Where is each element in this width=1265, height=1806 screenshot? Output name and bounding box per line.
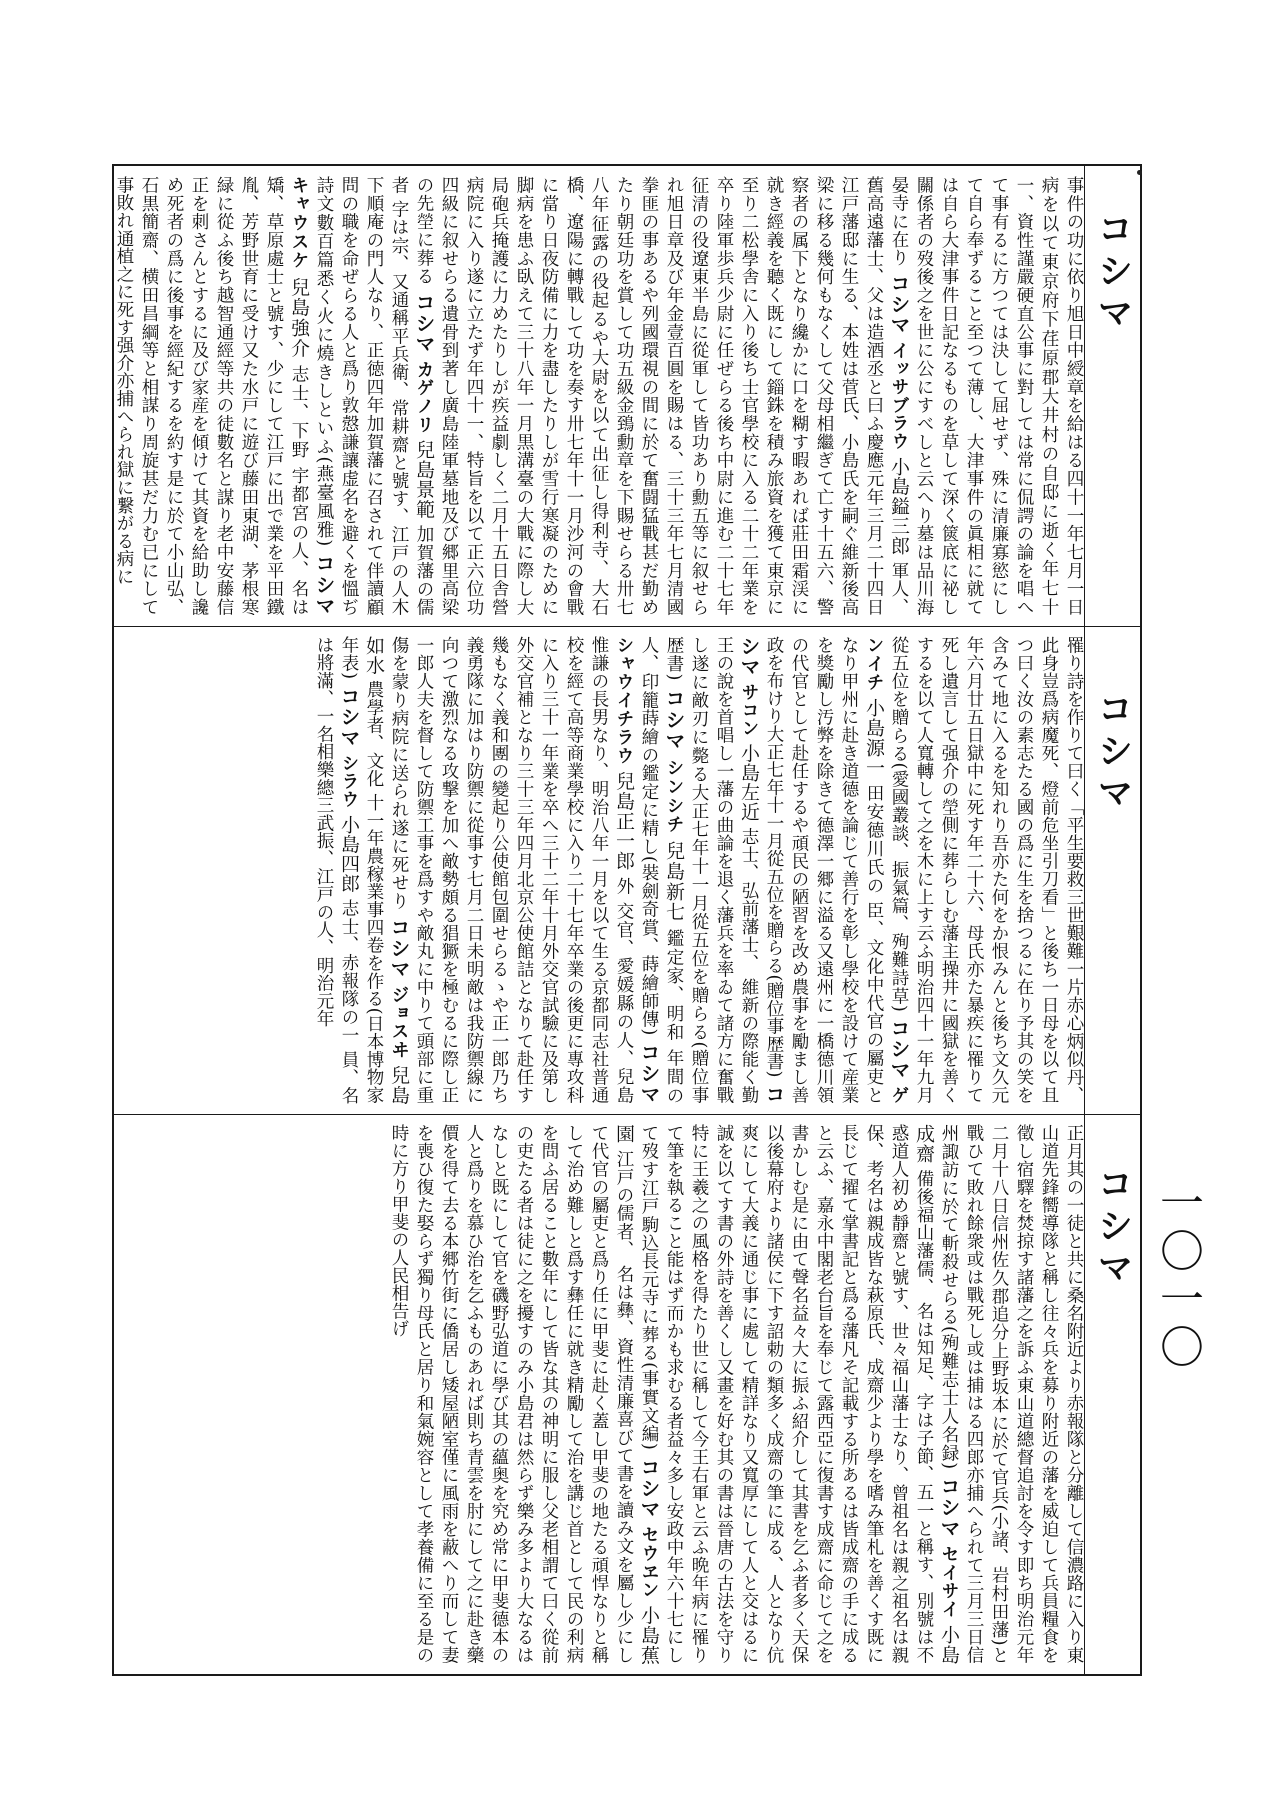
- entry-body: 臣、文化中代官の屬吏となり甲州に赴き道德を論じて善行を彰し學校を設けて産業を獎勵し汚弊を除きて德澤一郷に溢る又遠州に一橋德川領の代官として赴任するや頑民の陋習を改め農事を勵まし善政を布けり大正七年十一月從五位を贈らる(贈位事歴書): [764, 636, 884, 1104]
- entry-keyword: コシマ: [312, 553, 336, 616]
- entry-shiro: [314, 636, 359, 1104]
- entry-name: 小島蕉園: [613, 1124, 660, 1664]
- entry-reading: イッサブラウ: [889, 341, 909, 451]
- entry-keyword: コシマ: [387, 916, 411, 980]
- print-mark: [1137, 170, 1142, 175]
- entry-shoichiro: [389, 636, 659, 1104]
- entry-role: 備後福山藩儒、: [914, 1169, 934, 1297]
- entry-keyword: コシマ: [637, 1456, 661, 1519]
- entry-body: 字は宗、又通稱平兵衛、常耕齋と號す、江戸の人木下順庵の門人なり、正徳四年加賀藩に召されて伴讀顧問の職を命ぜらる人と爲り敦慤謙讓虚名を避くを慍ぢ詩文數百篇悉く火に燒きしといふ(燕臺風雅): [314, 176, 409, 616]
- entry-reading: シンシチ: [664, 758, 684, 834]
- entry-body: 宇都宮の人、名は矯、草原處士と號す、少にして江戸に出で業を平田鐵胤、芳野世育に受け又た水戸に遊び藤田東湖、茅根寒緑に從ふ後ち越智通經等共の徒數名と謀り老中安藤信正を刺さんとするに及び家産を傾けて其資を給助し讒め死者の爲に後事を經紀するを約す是に於て小山弘、石黒簡齋、横田昌綱等と相謀り周旋甚だ力む已にして事敗れ通植之に死す强介亦捕へられ獄に繋がる病に: [114, 176, 309, 617]
- entry-keyword: コシマ: [412, 291, 436, 355]
- entry-reading: ゲンイチ: [864, 636, 909, 1104]
- entry-role: 農學者、文化: [364, 680, 384, 788]
- entry-name: 小島鎰三郎: [888, 457, 910, 556]
- band3-lead: 正月其の一徒と共に桑名附近より赤報隊と分離して信濃路に入り東山道先鋒嚮導隊と稱し往々兵を募り附近の藩を威迫して兵員糧食を徵し宿驛を焚掠す諸藩之を訴ふ東山道總督追討を令す即ち明治元年二月十八日信州佐久郡追分上野坂本に於て官兵(小諸、岩村田藩)と戰ひて敗れ餘衆或は戰死し或は捕はる四郎亦捕へられて三月三日信州諏訪に於て斬殺せらる(殉難志士人名録): [939, 1124, 1084, 1664]
- entry-role: 外: [614, 877, 634, 896]
- entry-role: 鑑定家、明和: [664, 928, 684, 1042]
- entry-role: 志士、弘前藩士、: [739, 827, 759, 972]
- entry-body: 維新の際能く勤王の說を首唱し一藩の曲論を退く藩兵を率ゐて諸方に奮戰し遂に敵刃に斃る大正七年十一月從五位を贈らる(贈位事歴書): [664, 636, 759, 1105]
- entry-keyword: コシマ: [887, 1018, 911, 1081]
- band2-lead: 罹り詩を作りて曰く「平生要救三世艱難一片赤心炳似丹、此身豈爲病魔死、燈前危坐引刀看」と後ち一日母を以て且つ曰く汝の素志たる國の爲に生を捨つるに在り予其の笑を含みて地に入るを知れり吾亦た何をか恨みんと後ち文久元年六月廿五日獄中に死す年二十六、母氏亦た暴疾に罹りて死し遺言して强介の塋側に葬らしむ藩主操井に國獄を善くするを以て人寬轉して之を木に上す云ふ明治四十一年九月從五位を贈らる(愛國叢談、振氣篇、殉難詩草): [889, 636, 1084, 1104]
- entry-reading: カゲノリ: [414, 360, 434, 434]
- entry-role: 田安德川氏の: [864, 784, 884, 896]
- band-header-3: コシマ: [1092, 1165, 1133, 1291]
- entry-reading: セウヱン: [639, 1525, 659, 1599]
- band-header-2: コシマ: [1092, 690, 1133, 816]
- entry-role: 江戸の儒者、: [614, 1149, 634, 1259]
- band-divider-1: [114, 626, 1140, 627]
- entry-name: 兒島新七: [663, 840, 685, 922]
- text-band-3: [126, 1124, 1086, 1664]
- entry-role: 志士、下野: [289, 365, 309, 460]
- page-number: 一〇一〇: [1152, 1180, 1203, 1372]
- entry-keyword: コシマ: [937, 1475, 961, 1539]
- entry-reading: ジョスヰ: [389, 985, 409, 1059]
- entry-name: 兒島景範: [413, 439, 435, 519]
- entry-keyword: コシマ: [337, 685, 361, 748]
- entry-reading: キャウスケ: [289, 176, 309, 271]
- entry-body: 舊高遠藩士、父は造酒丞と曰ふ慶應元年三月二十四日江戸藩邸に生る、本姓は菅氏、小島氏を嗣ぐ維新後高梁に移る幾何もなくして父母相繼ぎて亡す十五六、警察者の属下となり纔かに口を糊す暇あれば莊田霜渓に就き經義を聽く既にして錙銖を積み旅資を獲て東京に至り二松學舎に入り後ち士官學校に入る二十二年業を卒り陸軍歩兵少尉に任ぜらる後ち中尉に進む二十七年征清の役遼東半島に從軍して皆功あり勳五等に叙せられ旭日章及び年金壹百圓を賜はる、三十三年七月清國拳匪の事あるや列國環視の間に於て奮闘猛戰甚だ勤めたり朝廷功を賞して功五級金鵄勳章を下賜せらる卅七八年征露の役起るや大尉を以て出征し得利寺、大石橋、遼陽に轉戰して功を奏す卅七年十一月沙河の會戰に當り日夜防備に力を盡したりしが雪行寒凝のために脚病を患ふ臥えて三十八年一月黒溝臺の大戰に際し大局砲兵掩護に力めたりしが疾益劇しく二月十五日舎營病院に入り遂に立たず年四十一、特旨を以て正六位功四級に叙せらる遺骨到著し廣島陸軍墓地及び郷里高梁の先塋に葬る: [414, 176, 884, 616]
- entry-reading: シャウイチラウ: [614, 636, 634, 765]
- entry-name: 兒島如水: [363, 636, 410, 1105]
- entry-name: 小島四郎: [338, 814, 360, 893]
- entry-shoen: [389, 1124, 659, 1664]
- band1-lead: 事件の功に依り旭日中綬章を給はる四十一年七月一日病を以て東京府下荏原郡大井村の自邸に逝く年七十一、資性謹嚴硬直公事に對しては常に侃諤の論を唱へて事有るに方つては決して屈せず、殊に清廉寡慾にして自ら奉ずること至つて薄し、大津事件の眞相に就ては自ら大津事件日記なるものを草して深く篋底に祕し關係者の歿後之を世に公にすべしと云へり墓は品川海晏寺に在り: [889, 176, 1084, 616]
- entry-keyword: コシマ: [662, 687, 686, 752]
- entry-keyword: コシマ: [887, 273, 911, 336]
- entry-name: 兒島強介: [288, 277, 310, 359]
- entry-name: 小島左近: [738, 743, 760, 822]
- entry-name: 兒島正一郎: [613, 771, 635, 871]
- entry-body: 年間の人、印籠蒔繪の鑑定に精し(裝劍奇賞、蒔繪師傳): [639, 636, 684, 1105]
- entry-body: 名は知足、字は子節、五一と稱す、別號は不惑道人初め靜齋と號す、世々福山藩士なり、曾祖名は親之祖名は親保、考名は親成皆な萩原氏、成齋少より學を嗜み筆札を善くす既に長じて擢て掌書記と爲る藩凡そ記載する所あるは皆成齋の手に成ると云ふ、嘉永中閣老台旨を奉じて露西亞に復書す成齋に命じて之を書かしむ是に由て聲名益々大に振ふ紹介して其書を乞ふ者多く天保以後幕府より諸侯に下す詔勅の類多く成齋の筆に成る、人となり伉爽にして大義に通じ事に處して精詳なり又寬厚にして人と交はるに誠を以てす書の外詩を善くし又畫を好む其の書は晉唐の古法を守り特に王羲之の風格を得たり世に稱して今王右軍と云ふ晩年病に罹りて筆を執ること能はず而かも求むる者益々多し安政中年六十七にして歿す江戸駒込長元寺に葬る(事實文編): [639, 1124, 934, 1664]
- entry-issaburo: [414, 176, 909, 616]
- entry-body: 十一年農稼業事四卷を作る(日本博物家年表): [339, 636, 384, 1104]
- entry-body: 交官、愛媛縣の人、兒島惟謙の長男なり、明治八年一月を以て生る京都同志社普通校を經て高等商業學校に入り二十七年卒業の後更に專攻科に入り三十一年業を卒へ三十二年十月外交官試驗に及第し外交官補となり三十三年四月北京公使館詰となりて赴任す幾もなく義和團の變起り公使館包圍せらるゝや正一郎乃ち義勇隊に加はり防禦に從事す七月二日未明敵は我防禦線に向つて激烈なる攻撃を加へ敵勢頗る猖獗を極むるに際し正一郎人夫を督して防禦工事を爲すや敵丸に中りて頭部に重傷を蒙り病院に送られ遂に死せり: [389, 636, 634, 1104]
- entry-body: 名は彝、資性清廉喜びて書を讀み文を屬し少にして代官の屬吏と爲り任に甲斐に赴く蓋し甲斐の地たる頑悍なりと稱して治め難しと爲す彝任に就き精勵して治を講じ首として民の利病を問ふ居ること數年にして皆な其の神明に服し父老相謂て曰く從前の吏たる者は徒に之を擾すのみ小島君は然らず樂み多より大なるはなしと既にして官を磯野弘道に學び其の蘊奥を究め常に甲斐德本の人と爲りを慕ひ治を乞ふものあれば則ち青雲を肘にして之に赴き藥價を得て去る本郷竹街に僑居し矮屋陋室僅に風雨を蔽へり而して妻を喪ひ復た娶らず獨り母氏と居り和氣婉容として孝養備に至る是の時に方り甲斐の人民相告げ: [389, 1124, 634, 1664]
- entry-role: 加賀藩の儒者: [389, 176, 434, 616]
- entry-reading: セイサイ: [939, 1544, 959, 1619]
- entry-keyword: コシマ: [637, 1042, 661, 1104]
- entry-shinshichi: [639, 636, 684, 1104]
- entry-kyosuke: [114, 176, 334, 616]
- entry-keyword: コシマ: [737, 636, 786, 1104]
- entry-name: 小島成齋: [913, 1124, 960, 1664]
- entry-seisai: [639, 1124, 959, 1664]
- text-band-1: [114, 176, 1086, 617]
- band-divider-2: [114, 1114, 1140, 1115]
- entry-name: 小島源一: [863, 697, 885, 778]
- entry-body: 員、名は將滿、一名相樂總三武振、江戸の人、明治元年: [314, 636, 359, 1104]
- entry-reading: シラウ: [339, 753, 359, 808]
- band-header-1: コシマ: [1092, 210, 1133, 336]
- entry-genichi: [764, 636, 909, 1104]
- text-band-2: [126, 636, 1086, 1104]
- entry-role: 志士、赤報隊の一: [339, 898, 359, 1044]
- entry-reading: サコン: [739, 683, 759, 738]
- entry-role: 軍人、: [889, 561, 909, 616]
